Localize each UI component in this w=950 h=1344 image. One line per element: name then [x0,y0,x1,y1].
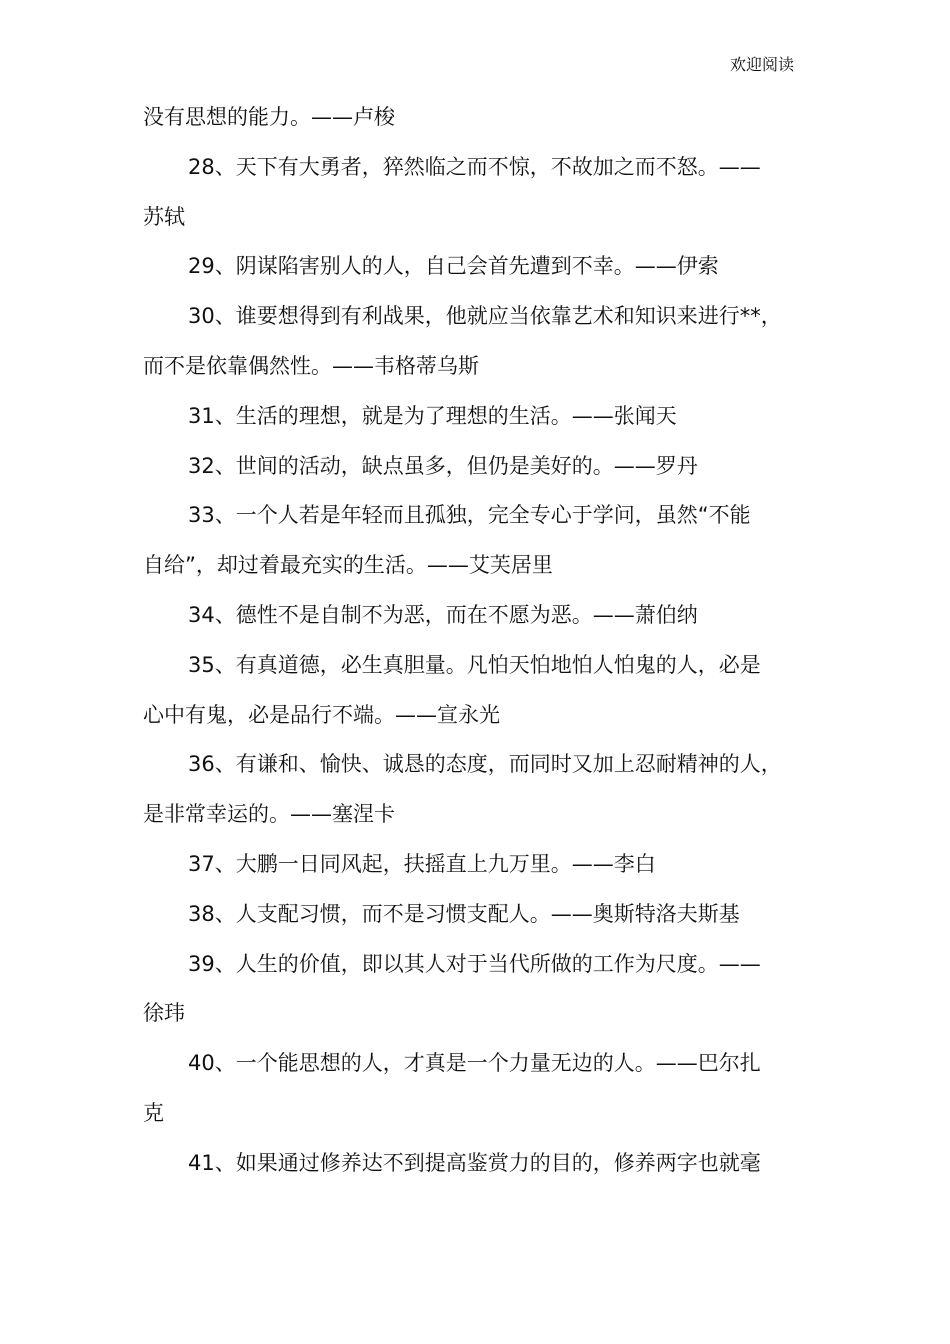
text-line: 36、有谦和、愉快、诚恳的态度，而同时又加上忍耐精神的人， [188,752,782,777]
text-line: 32、世间的活动，缺点虽多，但仍是美好的。——罗丹 [188,453,698,478]
text-line: 28、天下有大勇者，猝然临之而不惊，不故加之而不怒。—— [188,154,761,179]
text-line: 41、如果通过修养达不到提高鉴赏力的目的，修养两字也就毫 [188,1150,761,1175]
text-line: 30、谁要想得到有利战果，他就应当依靠艺术和知识来进行**， [188,304,782,329]
page-header: 欢迎阅读 [730,55,795,74]
text-line: 没有思想的能力。——卢梭 [143,105,395,129]
text-line: 39、人生的价值，即以其人对于当代所做的工作为尺度。—— [188,951,761,976]
document-body [143,100,813,1196]
text-line: 自给”，却过着最充实的生活。——艾芙居里 [143,553,553,578]
text-line: 苏轼 [143,204,185,229]
text-line: 33、一个人若是年轻而且孤独，完全专心于学问，虽然“不能 [188,503,751,528]
text-line: 29、阴谋陷害别人的人，自己会首先遭到不幸。——伊索 [188,254,719,279]
text-line: 37、大鹏一日同风起，扶摇直上九万里。——李白 [188,851,656,876]
text-line: 38、人支配习惯，而不是习惯支配人。——奥斯特洛夫斯基 [188,901,740,926]
text-line: 是非常幸运的。——塞涅卡 [143,802,395,827]
text-line: 40、一个能思想的人，才真是一个力量无边的人。——巴尔扎 [188,1051,761,1076]
text-line: 克 [143,1100,164,1125]
text-line: 35、有真道德，必生真胆量。凡怕天怕地怕人怕鬼的人，必是 [188,652,761,677]
text-line: 徐玮 [143,1001,185,1026]
text-line: 34、德性不是自制不为恶，而在不愿为恶。——萧伯纳 [188,602,698,627]
text-line: 心中有鬼，必是品行不端。——宣永光 [143,702,500,727]
text-line: 而不是依靠偶然性。——韦格蒂乌斯 [143,353,479,378]
text-line: 31、生活的理想，就是为了理想的生活。——张闻天 [188,403,677,428]
